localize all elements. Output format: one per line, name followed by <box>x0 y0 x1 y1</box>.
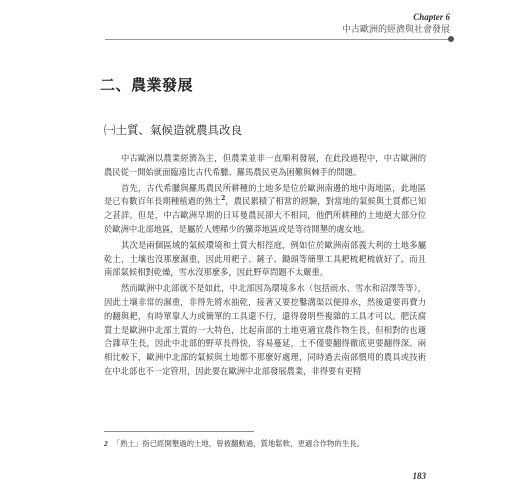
body-text <box>104 152 426 379</box>
paragraph-part: ，農民累積了相當的經驗，對當地的氣候與土質都已知之甚詳。但是，中古歐洲早期的日耳曼農民卻大不相同，他們所耕種的土地絕大部分位於歐洲中北部地區，是屬於人煙稀少的獷莽地區或是等待開墾的處女地。 <box>104 196 426 234</box>
footnote <box>104 438 426 449</box>
paragraph: 中古歐洲以農業經濟為主，但農業並非一直順利發展，在此段過程中，中古歐洲的農民從一開始就面臨遠比古代希臘、羅馬農民更為困難與棘手的問題。 <box>104 153 426 177</box>
section-title: 二、農業發展 <box>100 76 194 94</box>
footnote-text: 「熟土」指已經開墾過的土地，曾被翻動過，質地鬆軟，更適合作物的生長。 <box>112 439 364 448</box>
chapter-label: Chapter 6 <box>413 12 450 22</box>
chapter-subtitle: 中古歐洲的經濟與社會發展 <box>341 25 450 35</box>
header-rule-dot <box>448 36 454 42</box>
running-head <box>250 12 450 36</box>
footnote-reference[interactable]: 2 <box>221 195 226 203</box>
header-rule <box>105 39 450 40</box>
paragraph-part: 首先，古代希臘與羅馬農民所耕種的土地多是位於歐洲南邊的地中海地區，此地區是已有數百年長期種植過的熟土 <box>104 182 426 207</box>
subsection-title: ㈠土質、氣候造就農具改良 <box>104 123 242 137</box>
paragraph <box>104 182 426 237</box>
page-number: 183 <box>412 471 426 481</box>
footnote-number: 2 <box>104 439 108 448</box>
paragraph: 其次是兩個區域的氣候環境和土質大相徑庭，例如位於歐洲南部義大利的土地多屬乾土，土壤也沒那麼濕重，因此用耙子、鏟子、鋤頭等簡單工具耙梳耙梳就好了。而且南部氣候相對乾燥，雪水沒那麼多，因此野草問題不太嚴重。 <box>104 239 426 278</box>
footnote-rule <box>104 431 254 432</box>
paragraph: 然而歐洲中北部就不是如此，中北部因為環境多水（包括雨水、雪水和沼澤等等），因此土壤非常的濕重，非得先將水抽乾，接著又要挖鑿溝渠以便排水，然後還要再費力的翻與耙，有時單靠人力或簡單的工具還不行，還得發明些複雜的工具才可以。肥沃腐質土是歐洲中北部土質的一大特色，比起南部的土地更適宜農作物生長，但相對的也適合雜草生長，因此中北部的野草長得快，容易蔓延，土不僅要翻得徹底更要翻得深。兩相比較下，歐洲中北部的氣候與土地都不那麼好處理，同時過去南部慣用的農具或技術在中北部也不一定管用，因此要在歐洲中北部發展農業，非得要有更精 <box>104 283 426 376</box>
